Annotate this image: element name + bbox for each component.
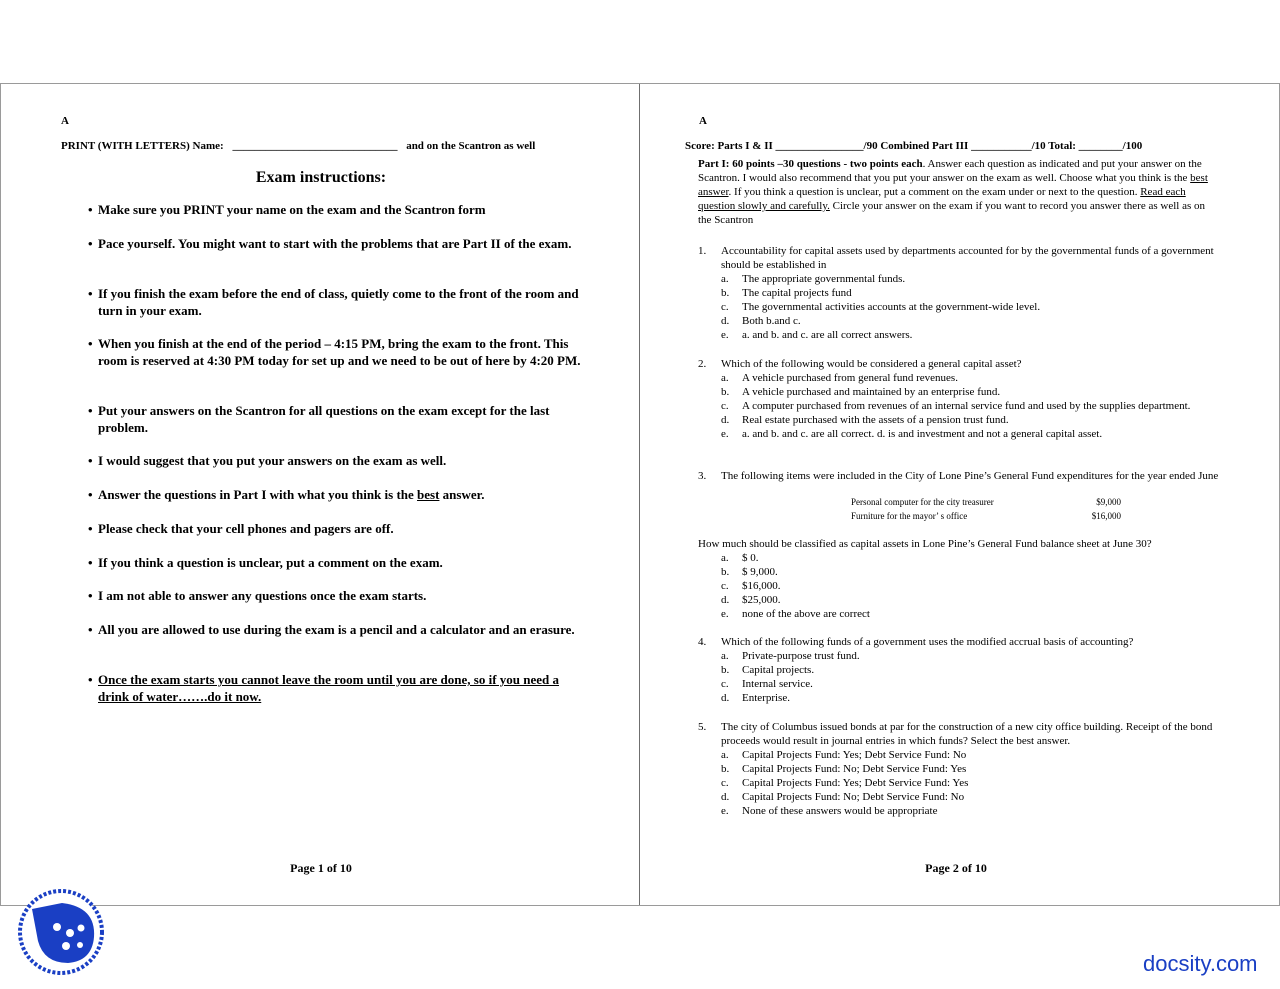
- table-row: Personal computer for the city treasurer $9,000: [851, 497, 1121, 507]
- page-2: [640, 84, 1280, 905]
- part-1-heading: Part I: 60 points –30 questions - two points each: [698, 158, 923, 170]
- answer-option[interactable]: d. Enterprise.: [721, 692, 790, 704]
- table-row: Furniture for the mayor’ s office $16,000: [851, 511, 1121, 521]
- question-2: 2. Which of the following would be considered a general capital asset? a. A vehicle purchased from general fund revenues. b. A vehicle purchased and maintained by an enterprise fund. c. A computer purchased from revenues of an internal service fund and used by the supplies department. d. Real estate purchased with the assets of a pension trust fund. e. a. and b. and c. are all correct. d. is and investment and not a general capital asset.: [698, 357, 1238, 441]
- answer-option[interactable]: d. Capital Projects Fund: No; Debt Service Fund: No: [721, 791, 965, 803]
- answer-option[interactable]: c. $16,000.: [721, 580, 781, 592]
- page-1-version-letter: A: [61, 115, 69, 127]
- answer-option[interactable]: a. A vehicle purchased from general fund revenues.: [721, 372, 958, 384]
- instruction-item: • Please check that your cell phones and pagers are off.: [88, 521, 394, 536]
- name-line: [61, 140, 535, 152]
- name-suffix: and on the Scantron as well: [406, 140, 536, 152]
- page-1-footer: Page 1 of 10: [290, 861, 352, 875]
- question-4: 4. Which of the following funds of a government uses the modified accrual basis of accounting? a. Private-purpose trust fund. b. Capital projects. c. Internal service. d. Enterprise.: [698, 635, 1238, 705]
- answer-option[interactable]: b. The capital projects fund: [721, 287, 852, 299]
- question-1: 1. Accountability for capital assets used by departments accounted for by the governmental funds of a government should be established in a. The appropriate governmental funds. b. The capital projects fund c. The governmental activities accounts at the government-wide level. d. Both b.and c. e. a. and b. and c. are all correct answers.: [698, 244, 1238, 342]
- answer-option[interactable]: e. None of these answers would be appropriate: [721, 805, 938, 817]
- page-1: [0, 84, 640, 905]
- answer-option[interactable]: a. Private-purpose trust fund.: [721, 650, 860, 662]
- answer-option[interactable]: b. $ 9,000.: [721, 566, 778, 578]
- answer-option[interactable]: a. The appropriate governmental funds.: [721, 273, 906, 285]
- question-5: 5. The city of Columbus issued bonds at par for the construction of a new city office building. Receipt of the bond proceeds would result in journal entries in which funds? Select the best answer. a. Capital Projects Fund: Yes; Debt Service Fund: No b. Capital Projects Fund: No; Debt Service Fund: Yes c. Capital Projects Fund: Yes; Debt Service Fund: Yes d. Capital Projects Fund: No; Debt Service Fund: No e. None of these answers would be appropriate: [698, 720, 1238, 818]
- answer-option[interactable]: d. Both b.and c.: [721, 315, 801, 327]
- name-label: PRINT (WITH LETTERS) Name:: [61, 140, 224, 152]
- instruction-item: • Make sure you PRINT your name on the exam and the Scantron form: [88, 202, 486, 217]
- answer-option[interactable]: d. Real estate purchased with the assets of a pension trust fund.: [721, 414, 1009, 426]
- question-3: 3. The following items were included in the City of Lone Pine’s General Fund expenditures for the year ended June: [698, 470, 1219, 482]
- answer-option[interactable]: e. none of the above are correct: [721, 608, 870, 620]
- score-line: Score: Parts I & II ________________/90 Combined Part III ___________/10 Total: ________/100: [685, 140, 1143, 152]
- answer-option[interactable]: c. A computer purchased from revenues of an internal service fund and used by the supplies department.: [721, 400, 1191, 412]
- instruction-item: • Answer the questions in Part I with what you think is the best answer.: [88, 487, 485, 502]
- answer-option[interactable]: b. Capital projects.: [721, 664, 815, 676]
- instruction-item: • I am not able to answer any questions once the exam starts.: [88, 588, 427, 603]
- answer-option[interactable]: a. $ 0.: [721, 552, 759, 564]
- instructions-title: Exam instructions:: [255, 169, 387, 186]
- instruction-item: • If you think a question is unclear, put a comment on the exam.: [88, 555, 443, 570]
- part-1-intro: Part I: 60 points –30 questions - two points each. Answer each question as indicated and put your answer on the Scantron. I would also recommend that you put your answer on the exam as well. Choose what you think is the best answer. If you think a question is unclear, put a comment on the exam under or next to the question. Read each question slowly and carefully. Circle your answer on the exam if you want to record you answer there as well as on the Scantron: [698, 158, 1208, 226]
- answer-option[interactable]: c. Capital Projects Fund: Yes; Debt Service Fund: Yes: [721, 777, 969, 789]
- instruction-item: • Pace yourself. You might want to start with the problems that are Part II of the exam.: [88, 236, 572, 251]
- instruction-item: • When you finish at the end of the period – 4:15 PM, bring the exam to the front. This room is reserved at 4:30 PM today for set up and we need to be out of here by 4:20 PM.: [88, 336, 581, 368]
- instruction-item: • I would suggest that you put your answers on the exam as well.: [88, 453, 447, 468]
- page-2-footer: Page 2 of 10: [925, 861, 987, 875]
- document-spread: [0, 83, 1280, 906]
- final-instruction: • Once the exam starts you cannot leave the room until you are done, so if you need a drink of water…….do it now.: [88, 672, 559, 704]
- name-blank[interactable]: ______________________________: [232, 140, 398, 152]
- docsity-brand-link[interactable]: docsity.com: [1143, 951, 1258, 976]
- answer-option[interactable]: a. Capital Projects Fund: Yes; Debt Service Fund: No: [721, 749, 967, 761]
- answer-option[interactable]: c. The governmental activities accounts at the government-wide level.: [721, 301, 1041, 313]
- answer-option[interactable]: b. Capital Projects Fund: No; Debt Service Fund: Yes: [721, 763, 967, 775]
- docsity-logo-icon[interactable]: [18, 889, 104, 975]
- expenditure-table: [851, 497, 1121, 525]
- page-2-version-letter: A: [699, 115, 707, 127]
- instruction-item: • Put your answers on the Scantron for all questions on the exam except for the last problem.: [88, 403, 550, 435]
- answer-option[interactable]: b. A vehicle purchased and maintained by an enterprise fund.: [721, 386, 1001, 398]
- answer-option[interactable]: e. a. and b. and c. are all correct. d. is and investment and not a general capital asset.: [721, 428, 1103, 440]
- docsity-logo-graphic: [18, 889, 104, 975]
- instruction-item: • If you finish the exam before the end of class, quietly come to the front of the room and turn in your exam.: [88, 286, 579, 318]
- answer-option[interactable]: e. a. and b. and c. are all correct answers.: [721, 329, 913, 341]
- answer-option[interactable]: d. $25,000.: [721, 594, 781, 606]
- question-3-followup: How much should be classified as capital assets in Lone Pine’s General Fund balance sheet at June 30? a. $ 0. b. $ 9,000. c. $16,000. d. $25,000. e. none of the above are correct: [698, 537, 1238, 621]
- best-emphasis: best: [417, 487, 440, 502]
- instruction-item: • All you are allowed to use during the exam is a pencil and a calculator and an erasure.: [88, 622, 575, 637]
- answer-option[interactable]: c. Internal service.: [721, 678, 813, 690]
